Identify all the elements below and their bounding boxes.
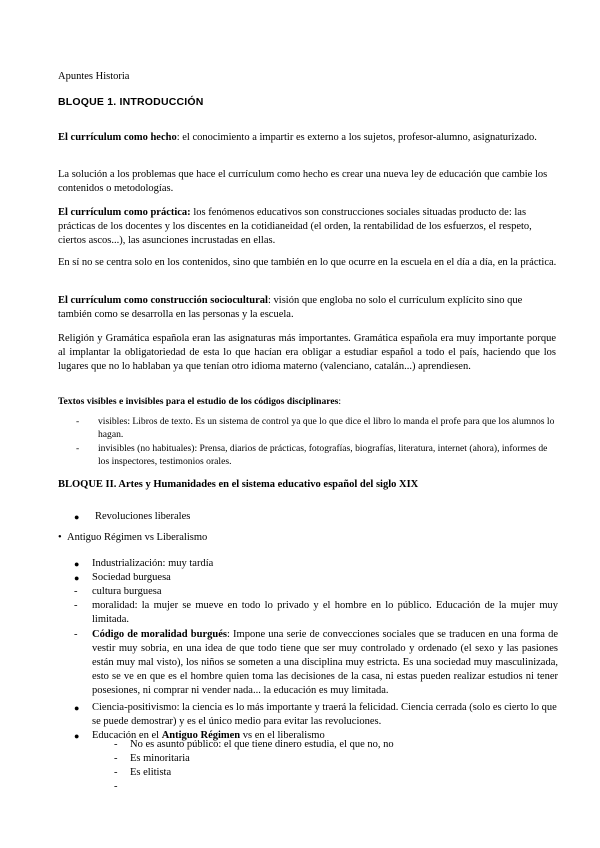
sub-list [58,738,558,794]
bullet-icon: ● [74,703,80,713]
bloque1-heading: BLOQUE 1. INTRODUCCIÓN [58,96,204,108]
list-item [58,628,558,698]
textos-heading-colon: : [338,396,342,407]
item-text: Antiguo Régimen vs Liberalismo [67,532,208,543]
bullet-icon: ● [74,559,80,569]
definition-curriculum-hecho: : el conocimiento a impartir es externo a los sujetos, profesor-alumno, asignaturizado. [176,132,537,143]
bullet-icon: • [58,532,62,543]
bullet-icon: ● [74,512,80,522]
bullet-icon: ● [74,731,80,741]
paragraph-solucion: La solución a los problemas que hace el currículum como hecho es crear una nueva ley de educación que cambie los contenidos o metodologías. [58,169,548,194]
bloque2-heading [58,478,558,492]
list-item-text: Ciencia-positivismo: la ciencia es lo más importante y traerá la felicidad. Ciencia cerrada (solo es cierto lo que se puede demostrar) y es el único medio para evitar las revoluciones. [92,702,557,727]
paragraph-curriculum-practica [58,206,556,248]
list-item [58,443,558,468]
list-item-text: invisibles (no habituales): Prensa, diarios de prácticas, fotografías, biografías, literatura, internet (ahora), informes de los inspectores, testimonios orales. [98,443,548,467]
bullet-icon: ● [74,573,80,583]
item-text: Revoluciones liberales [95,511,191,522]
list-item-text: Es minoritaria [130,753,190,764]
list-item-text: No es asunto público: el que tiene dinero estudia, el que no, no [130,739,394,750]
main-list [58,557,558,745]
paragraph-religion-gramatica: Religión y Gramática española eran las asignaturas más importantes. Gramática española era muy importante porque al implantar la obligatoriedad de esta lo que hacían era obligar a estudiar español a todo el país, haciendo que los lugares que no lo hablaban ya que tenían otro idioma materno (valenciano, catalán...) aprendiesen. [58,333,556,372]
list-item [58,557,558,571]
item-antiguo-regimen [58,531,558,545]
list-item-text: Industrialización: muy tardía [92,558,214,569]
list-item-text: cultura burguesa [92,586,162,597]
dash-marker: - [114,739,118,750]
list-item-text: visibles: Libros de texto. Es un sistema de control ya que lo que dice el libro lo manda el profe para que los alumnos lo hagan. [98,416,555,440]
list-item-text: Sociedad burguesa [92,572,171,583]
term-curriculum-hecho: El currículum como hecho [58,132,177,143]
dash-marker: - [74,586,78,597]
term-curriculum-practica: El currículum como práctica: [58,207,191,218]
list-item-text: moralidad: la mujer se mueve en todo lo privado y el hombre en lo público. Educación de la mujer muy limitada. [92,600,558,625]
list-item [58,416,558,441]
bloque2-heading-text: BLOQUE II. Artes y Humanidades en el sistema educativo español del siglo XIX [58,479,419,490]
dash-marker: - [114,753,118,764]
dash-marker: - [74,629,78,640]
list-item [58,701,558,729]
definition-curriculum-sociocultural: : visión que engloba no solo el currículum explícito sino que también como se desarrolla en las personas y la escuela. [58,295,523,320]
list-item [58,766,558,780]
document-title: Apuntes Historia [58,71,130,82]
dash-marker: - [76,443,80,454]
list-item-text: Es elitista [130,767,172,778]
paragraph-en-si: En sí no se centra solo en los contenidos, sino que también en lo que ocurre en la escuela en el día a día, en la práctica. [58,257,557,268]
textos-heading-text: Textos visibles e invisibles para el estudio de los códigos disciplinares [58,396,339,407]
paragraph-curriculum-sociocultural [58,294,558,322]
list-item-text: Educación en el Antiguo Régimen vs en el liberalismo [92,730,325,741]
list-item [58,585,558,599]
list-item [58,599,558,627]
textos-list [58,416,558,470]
term-curriculum-sociocultural: El currículum como construcción sociocultural [58,295,268,306]
term-codigo-moralidad: Código de moralidad burgués [92,629,227,640]
definition-curriculum-practica: los fenómenos educativos son construcciones sociales situadas producto de: las prácticas de los docentes y los discentes en la cotidianeidad (el orden, la rentabilidad de los esfuerzos, el respeto, ciertos ascos...), las asunciones incrustadas en ellas. [58,207,532,246]
list-item [58,738,558,752]
textos-heading [58,396,558,409]
dash-marker: - [114,781,118,792]
paragraph-curriculum-hecho [58,131,556,145]
dash-marker: - [114,767,118,778]
item-revoluciones [58,510,558,524]
list-item [58,571,558,585]
list-item [58,752,558,766]
dash-marker: - [76,416,80,427]
term-antiguo-regimen: Antiguo Régimen [161,730,241,741]
dash-marker: - [74,600,78,611]
list-item-text: Código de moralidad burgués: Impone una serie de convecciones sociales que se traducen en una forma de vestir muy sobria, en una idea de que todo tiene que ser muy controlado y ordenado (el sexo y las pasiones están muy mal visto), los niños se someten a una disciplina muy estricta. Es una sociedad muy masculinizada, esto se ve en que es el hombre quien toma las decisiones de la casa, ni estas pueden realizar estudios ni tener posesiones, ni comprar ni vender nada... la educación es muy limitada. [92,629,559,696]
